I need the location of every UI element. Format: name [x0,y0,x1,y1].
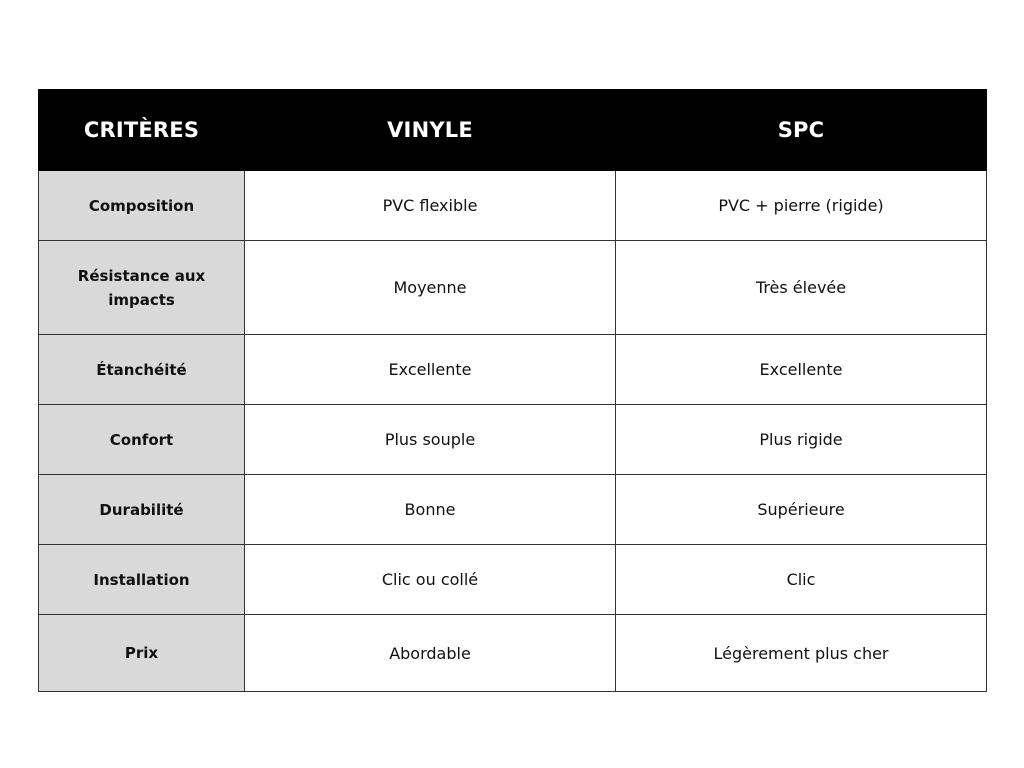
criterion-durability: Durabilité [39,475,245,545]
vinyle-price: Abordable [245,615,616,692]
criterion-installation: Installation [39,545,245,615]
table-body [39,171,987,692]
criterion-price: Prix [39,615,245,692]
header-row [39,90,987,171]
vinyle-installation: Clic ou collé [245,545,616,615]
table-row [39,405,987,475]
header-criteria: CRITÈRES [39,90,245,171]
table-row [39,545,987,615]
spc-price: Légèrement plus cher [616,615,987,692]
vinyle-durability: Bonne [245,475,616,545]
vinyle-comfort: Plus souple [245,405,616,475]
comparison-table [38,89,987,692]
vinyle-composition: PVC flexible [245,171,616,241]
spc-composition: PVC + pierre (rigide) [616,171,987,241]
table-row [39,171,987,241]
criterion-impact-resistance: Résistance aux impacts [39,241,245,335]
table-row [39,615,987,692]
spc-durability: Supérieure [616,475,987,545]
header-spc: SPC [616,90,987,171]
table-row [39,475,987,545]
criterion-waterproofing: Étanchéité [39,335,245,405]
vinyle-waterproofing: Excellente [245,335,616,405]
spc-installation: Clic [616,545,987,615]
criterion-composition: Composition [39,171,245,241]
header-vinyle: VINYLE [245,90,616,171]
spc-waterproofing: Excellente [616,335,987,405]
criterion-comfort: Confort [39,405,245,475]
table-row [39,335,987,405]
spc-impact-resistance: Très élevée [616,241,987,335]
table-header [39,90,987,171]
vinyle-impact-resistance: Moyenne [245,241,616,335]
spc-comfort: Plus rigide [616,405,987,475]
table-row [39,241,987,335]
